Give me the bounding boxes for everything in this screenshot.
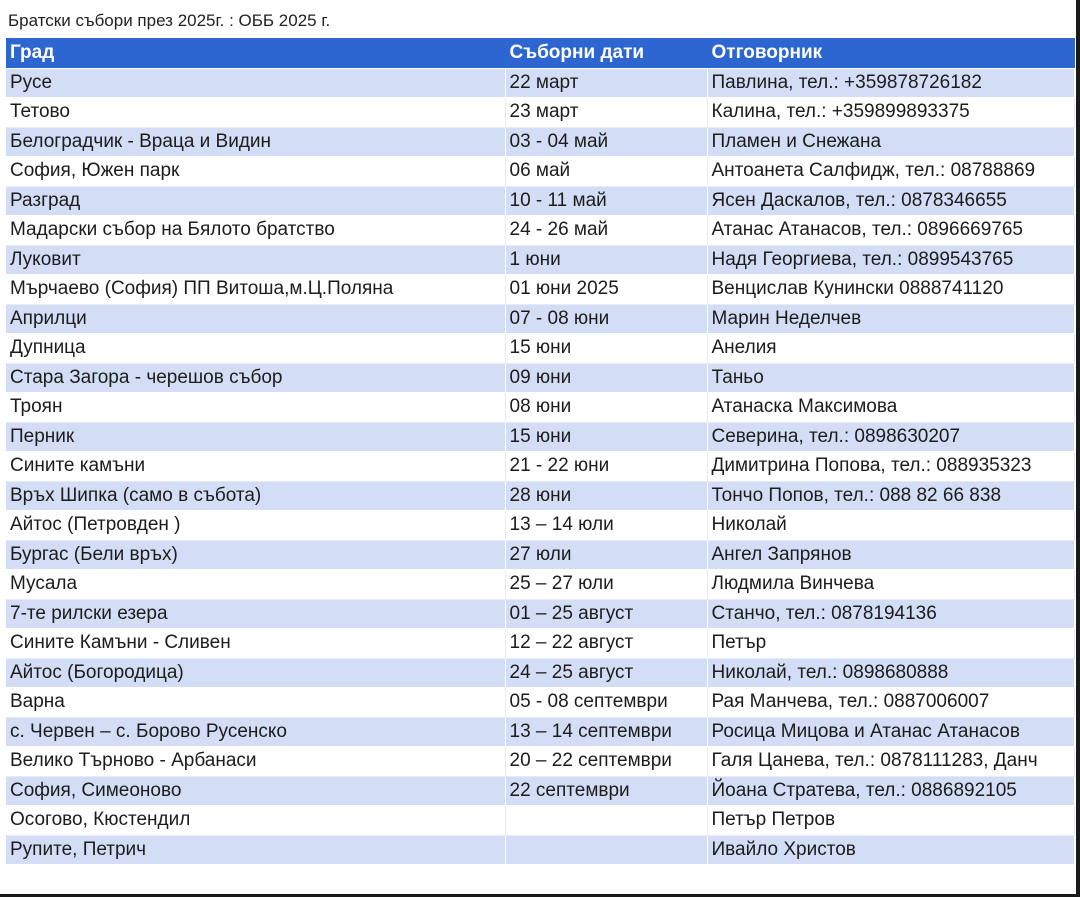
cell-contact[interactable]: Калина, тел.: +359899893375 [707, 98, 1074, 128]
cell-contact[interactable]: Надя Георгиева, тел.: 0899543765 [707, 245, 1074, 275]
cell-contact[interactable]: Рая Манчева, тел.: 0887006007 [707, 688, 1074, 718]
cell-dates[interactable]: 15 юни [505, 422, 707, 452]
cell-contact[interactable]: Йоана Стратева, тел.: 0886892105 [707, 776, 1074, 806]
cell-dates[interactable]: 28 юни [505, 481, 707, 511]
table-row [6, 363, 1074, 393]
cell-contact[interactable]: Анелия [707, 334, 1074, 364]
table-row [6, 334, 1074, 364]
cell-dates[interactable]: 20 – 22 септември [505, 747, 707, 777]
cell-contact[interactable]: Людмила Винчева [707, 570, 1074, 600]
cell-city[interactable]: Мадарски събор на Бялото братство [6, 216, 505, 246]
column-header-contact[interactable]: Отговорник [707, 38, 1074, 68]
cell-contact[interactable]: Димитрина Попова, тел.: 088935323 [707, 452, 1074, 482]
cell-dates[interactable]: 22 март [505, 68, 707, 98]
cell-city[interactable]: Сините камъни [6, 452, 505, 482]
cell-dates[interactable]: 22 септември [505, 776, 707, 806]
cell-city[interactable]: с. Червен – с. Борово Русенско [6, 717, 505, 747]
cell-contact[interactable]: Марин Неделчев [707, 304, 1074, 334]
column-header-dates[interactable]: Съборни дати [505, 38, 707, 68]
cell-contact[interactable]: Николай [707, 511, 1074, 541]
cell-city[interactable]: Бургас (Бели връх) [6, 540, 505, 570]
cell-contact[interactable]: Пламен и Снежана [707, 127, 1074, 157]
cell-dates[interactable]: 01 – 25 август [505, 599, 707, 629]
cell-dates[interactable]: 10 - 11 май [505, 186, 707, 216]
sheet-caption: Братски събори през 2025г. : ОББ 2025 г. [8, 11, 331, 30]
cell-city[interactable]: Велико Търново - Арбанаси [6, 747, 505, 777]
table-row [6, 304, 1074, 334]
table-row [6, 275, 1074, 305]
table-row [6, 186, 1074, 216]
table-row [6, 481, 1074, 511]
cell-city[interactable]: Мърчаево (София) ПП Витоша,м.Ц.Поляна [6, 275, 505, 305]
table-row [6, 599, 1074, 629]
cell-city[interactable]: София, Южен парк [6, 157, 505, 187]
table-row [6, 68, 1074, 98]
cell-city[interactable]: Перник [6, 422, 505, 452]
cell-dates[interactable]: 27 юли [505, 540, 707, 570]
cell-dates[interactable]: 09 юни [505, 363, 707, 393]
cell-city[interactable]: Тетово [6, 98, 505, 128]
cell-contact[interactable]: Таньо [707, 363, 1074, 393]
cell-contact[interactable]: Станчо, тел.: 0878194136 [707, 599, 1074, 629]
cell-contact[interactable]: Атанаска Максимова [707, 393, 1074, 423]
cell-city[interactable]: Априлци [6, 304, 505, 334]
cell-dates[interactable]: 1 юни [505, 245, 707, 275]
table-row [6, 422, 1074, 452]
cell-city[interactable]: Троян [6, 393, 505, 423]
cell-dates[interactable] [505, 806, 707, 836]
table-row [6, 688, 1074, 718]
table-row [6, 216, 1074, 246]
cell-city[interactable]: Мусала [6, 570, 505, 600]
table-row [6, 511, 1074, 541]
cell-contact[interactable]: Росица Мицова и Атанас Атанасов [707, 717, 1074, 747]
table-row [6, 393, 1074, 423]
cell-dates[interactable]: 01 юни 2025 [505, 275, 707, 305]
cell-city[interactable]: Белоградчик - Враца и Видин [6, 127, 505, 157]
cell-contact[interactable]: Ивайло Христов [707, 835, 1074, 865]
cell-contact[interactable]: Галя Цанева, тел.: 0878111283, Данч [707, 747, 1074, 777]
table-row [6, 570, 1074, 600]
cell-dates[interactable]: 24 - 26 май [505, 216, 707, 246]
table-row [6, 717, 1074, 747]
cell-contact[interactable]: Ясен Даскалов, тел.: 0878346655 [707, 186, 1074, 216]
cell-contact[interactable]: Павлина, тел.: +359878726182 [707, 68, 1074, 98]
cell-contact[interactable]: Антоанета Салфидж, тел.: 08788869 [707, 157, 1074, 187]
table-row [6, 835, 1074, 865]
cell-city[interactable]: Дупница [6, 334, 505, 364]
table-row [6, 98, 1074, 128]
cell-city[interactable]: Разград [6, 186, 505, 216]
cell-dates[interactable]: 05 - 08 септември [505, 688, 707, 718]
table-row [6, 629, 1074, 659]
table-body [6, 68, 1074, 865]
cell-dates[interactable]: 12 – 22 август [505, 629, 707, 659]
cell-contact[interactable]: Ангел Запрянов [707, 540, 1074, 570]
table-row [6, 806, 1074, 836]
cell-city[interactable]: Осогово, Кюстендил [6, 806, 505, 836]
cell-city[interactable]: Варна [6, 688, 505, 718]
cell-contact[interactable]: Тончо Попов, тел.: 088 82 66 838 [707, 481, 1074, 511]
cell-city[interactable]: Рупите, Петрич [6, 835, 505, 865]
table-row [6, 245, 1074, 275]
column-header-city[interactable]: Град [6, 38, 505, 68]
cell-dates[interactable]: 15 юни [505, 334, 707, 364]
cell-contact[interactable]: Петър [707, 629, 1074, 659]
cell-dates[interactable]: 24 – 25 август [505, 658, 707, 688]
cell-city[interactable]: Айтос (Богородица) [6, 658, 505, 688]
cell-city[interactable]: Връх Шипка (само в събота) [6, 481, 505, 511]
cell-city[interactable]: Стара Загора - черешов събор [6, 363, 505, 393]
cell-dates[interactable]: 13 – 14 септември [505, 717, 707, 747]
cell-contact[interactable]: Атанас Атанасов, тел.: 0896669765 [707, 216, 1074, 246]
cell-dates[interactable]: 13 – 14 юли [505, 511, 707, 541]
cell-dates[interactable]: 21 - 22 юни [505, 452, 707, 482]
cell-contact[interactable]: Северина, тел.: 0898630207 [707, 422, 1074, 452]
cell-dates[interactable]: 08 юни [505, 393, 707, 423]
cell-contact[interactable]: Венцислав Кунински 0888741120 [707, 275, 1074, 305]
cell-dates[interactable]: 06 май [505, 157, 707, 187]
cell-city[interactable]: Русе [6, 68, 505, 98]
table-row [6, 452, 1074, 482]
cell-dates[interactable]: 07 - 08 юни [505, 304, 707, 334]
cell-dates[interactable]: 23 март [505, 98, 707, 128]
cell-dates[interactable]: 03 - 04 май [505, 127, 707, 157]
cell-dates[interactable]: 25 – 27 юли [505, 570, 707, 600]
cell-contact[interactable]: Николай, тел.: 0898680888 [707, 658, 1074, 688]
cell-contact[interactable]: Петър Петров [707, 806, 1074, 836]
table-header-row [6, 38, 1074, 68]
table-row [6, 540, 1074, 570]
cell-city[interactable]: 7-те рилски езера [6, 599, 505, 629]
events-table [6, 38, 1075, 865]
cell-city[interactable]: Луковит [6, 245, 505, 275]
table-row [6, 658, 1074, 688]
table-row [6, 157, 1074, 187]
cell-city[interactable]: Сините Камъни - Сливен [6, 629, 505, 659]
table-row [6, 127, 1074, 157]
table-row [6, 776, 1074, 806]
cell-city[interactable]: София, Симеоново [6, 776, 505, 806]
cell-city[interactable]: Айтос (Петровден ) [6, 511, 505, 541]
table-row [6, 747, 1074, 777]
cell-dates[interactable] [505, 835, 707, 865]
